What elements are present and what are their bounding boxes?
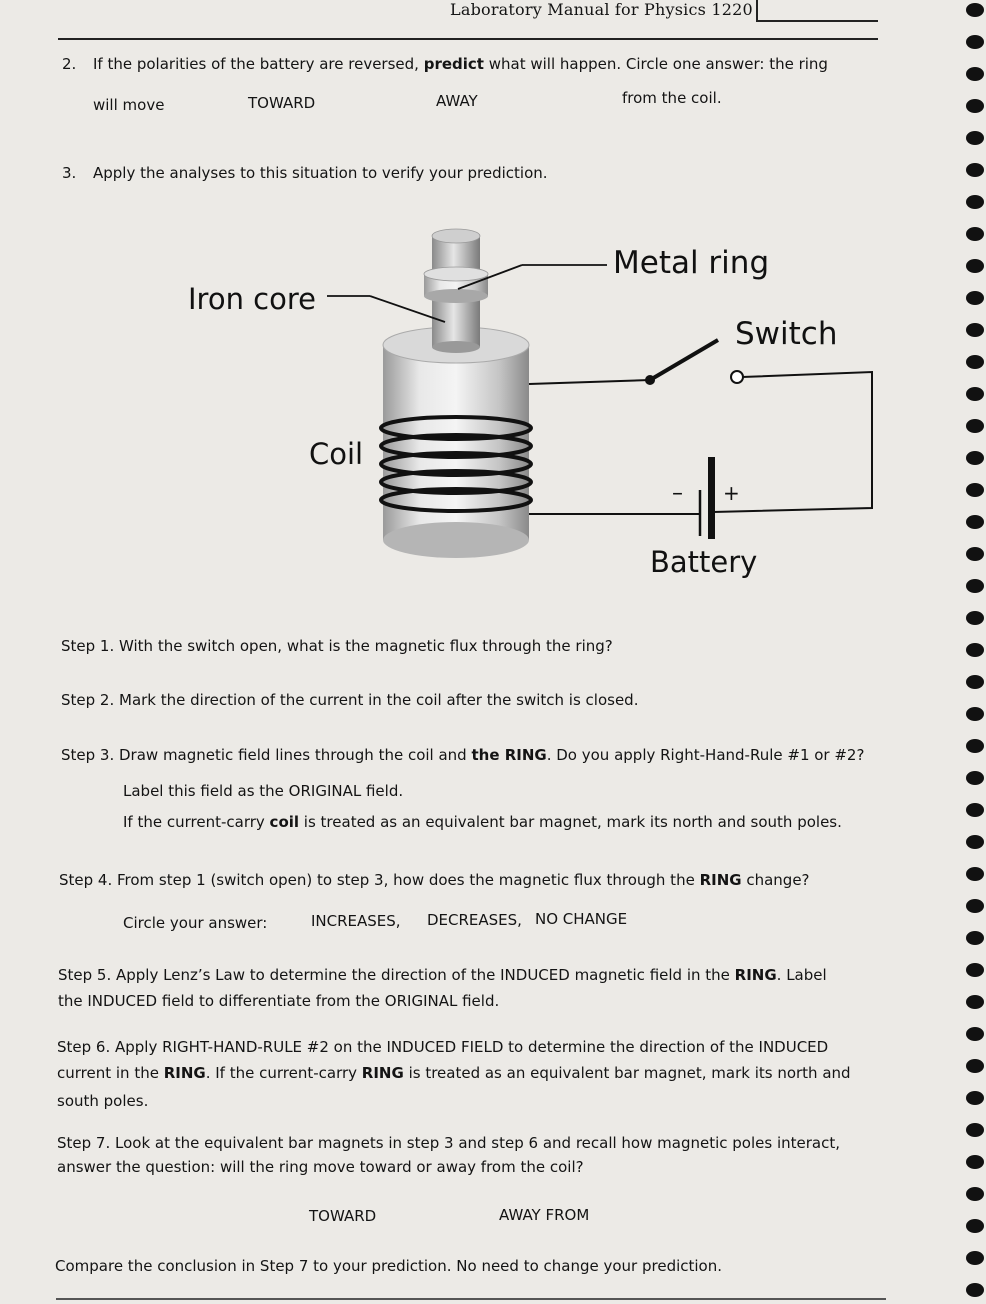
label-iron-core: Iron core <box>188 282 316 316</box>
switch <box>645 340 743 385</box>
option-toward[interactable]: TOWARD <box>248 94 316 112</box>
step-7-option-toward[interactable]: TOWARD <box>309 1207 377 1225</box>
metal-ring <box>424 267 488 303</box>
step-7-line-1: Step 7. Look at the equivalent bar magnets in step 3 and step 6 and recall how magnetic poles interact, <box>57 1134 840 1152</box>
step-3-sub-2: If the current-carry coil is treated as an equivalent bar magnet, mark its north and south poles. <box>123 813 842 831</box>
step-7-line-2: answer the question: will the ring move toward or away from the coil? <box>57 1158 584 1176</box>
step-1: Step 1. With the switch open, what is the magnetic flux through the ring? <box>61 637 613 655</box>
label-switch: Switch <box>735 316 838 352</box>
step-6-line-2: current in the RING. If the current-carry RING is treated as an equivalent bar magnet, mark its north and <box>57 1064 851 1082</box>
label-battery: Battery <box>650 545 758 579</box>
step-4: Step 4. From step 1 (switch open) to step 3, how does the magnetic flux through the RING change? <box>59 871 810 889</box>
step-2: Step 2. Mark the direction of the current in the coil after the switch is closed. <box>61 691 639 709</box>
footer-rule <box>56 1298 886 1300</box>
coil-cylinder <box>383 327 529 558</box>
step-5-line-2: the INDUCED field to differentiate from the ORIGINAL field. <box>58 992 500 1010</box>
step-4-option-decreases[interactable]: DECREASES, <box>427 911 522 929</box>
label-metal-ring: Metal ring <box>613 245 770 281</box>
question-3-number: 3. <box>62 164 77 182</box>
question-2-number: 2. <box>62 55 77 73</box>
label-battery-minus: – <box>672 481 683 506</box>
induction-diagram <box>0 0 986 640</box>
label-battery-plus: + <box>723 481 740 505</box>
question-2-text: If the polarities of the battery are reversed, predict what will happen. Circle one answer: the ring <box>93 55 828 73</box>
step-4-circle-prompt: Circle your answer: <box>123 914 268 932</box>
step-7-option-away-from[interactable]: AWAY FROM <box>499 1206 590 1224</box>
option-away[interactable]: AWAY <box>436 92 478 110</box>
compare-conclusion: Compare the conclusion in Step 7 to your prediction. No need to change your prediction. <box>55 1257 723 1275</box>
label-coil: Coil <box>309 437 364 471</box>
step-5-line-1: Step 5. Apply Lenz’s Law to determine the direction of the INDUCED magnetic field in the RING. Label <box>58 966 827 984</box>
step-6-line-1: Step 6. Apply RIGHT-HAND-RULE #2 on the INDUCED FIELD to determine the direction of the INDUCED <box>57 1038 829 1056</box>
step-6-line-3: south poles. <box>57 1092 149 1110</box>
step-3: Step 3. Draw magnetic field lines through the coil and the RING. Do you apply Right-Hand-Rule #1 or #2? <box>61 746 865 764</box>
battery <box>700 457 715 539</box>
step-4-option-no-change[interactable]: NO CHANGE <box>535 910 628 928</box>
question-3-text: Apply the analyses to this situation to verify your prediction. <box>93 164 548 182</box>
page-header-title: Laboratory Manual for Physics 1220 <box>450 0 753 19</box>
spiral-binding <box>960 0 986 1304</box>
question-2-will-move: will move <box>93 96 165 114</box>
question-2-from-coil: from the coil. <box>622 89 722 107</box>
step-4-option-increases[interactable]: INCREASES, <box>311 912 401 930</box>
step-3-sub-1: Label this field as the ORIGINAL field. <box>123 782 404 800</box>
